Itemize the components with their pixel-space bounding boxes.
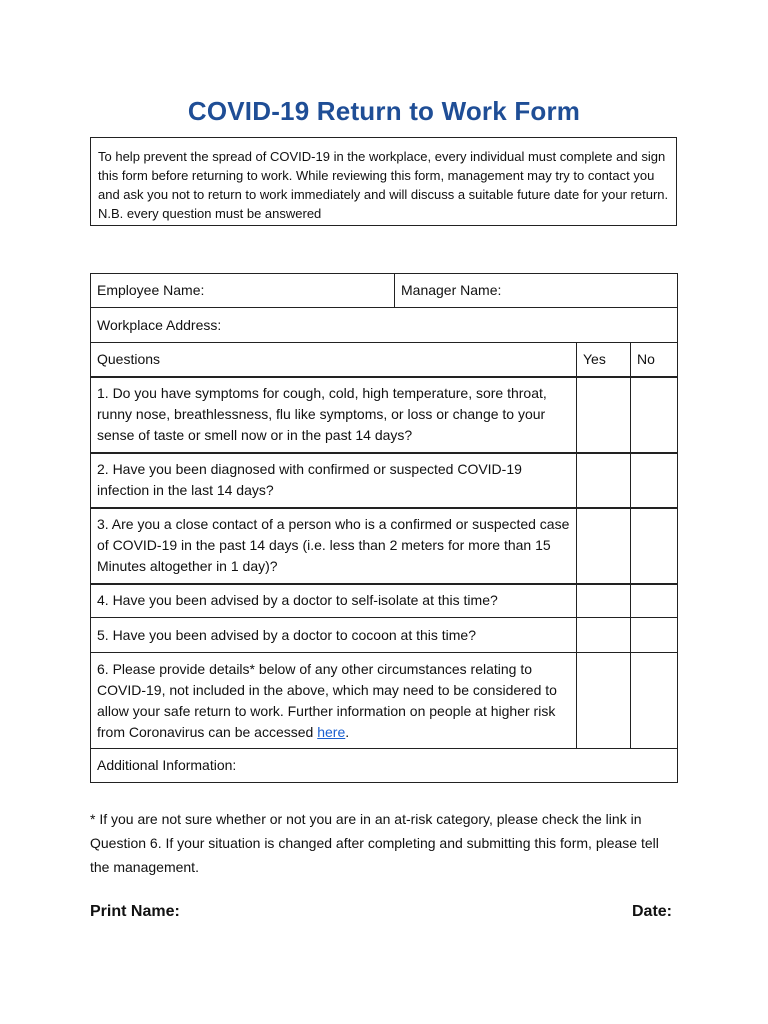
footnote: * If you are not sure whether or not you are in an at-risk category, please check the link in Question 6. If your situation is changed after completing and submitting this form, please tell the management. — [90, 811, 659, 875]
manager-name-field[interactable] — [395, 274, 678, 308]
here-link[interactable]: here — [317, 723, 346, 740]
question-row-4 — [91, 584, 678, 618]
no-header: No — [631, 343, 678, 377]
question-3-text: 3. Are you a close contact of a person who is a confirmed or suspected case of COVID-19 in the past 14 days (i.e. less than 2 meters for more than 15 Minutes altogether in 1 day)? — [91, 508, 577, 584]
page-title: COVID-19 Return to Work Form — [187, 96, 581, 126]
question-6-no-cell[interactable] — [631, 653, 678, 749]
question-1-no-cell[interactable] — [631, 377, 678, 453]
header-row — [91, 343, 678, 377]
question-row-2 — [91, 453, 678, 508]
question-row-1 — [91, 377, 678, 453]
additional-info-label: Additional Information: — [97, 757, 237, 773]
question-6-body: 6. Please provide details* below of any other circumstances relating to COVID-19, not included in the above, which may need to be considered to allow your safe return to work. Further information on people at higher risk from Coronavirus can be accessed — [97, 660, 557, 740]
question-row-3 — [91, 508, 678, 584]
question-6-text — [91, 653, 577, 749]
question-3-yes-cell[interactable] — [577, 508, 631, 584]
manager-name-label: Manager Name: — [401, 282, 502, 298]
question-2-text: 2. Have you been diagnosed with confirmed or suspected COVID-19 infection in the last 14 days? — [91, 453, 577, 508]
question-6-period: . — [345, 723, 350, 740]
workplace-address-field[interactable] — [91, 308, 678, 343]
additional-info-row — [91, 749, 678, 783]
names-row — [91, 274, 678, 308]
employee-name-label: Employee Name: — [97, 282, 205, 298]
workplace-address-label: Workplace Address: — [97, 316, 222, 333]
question-2-no-cell[interactable] — [631, 453, 678, 508]
question-5-no-cell[interactable] — [631, 618, 678, 653]
question-3-no-cell[interactable] — [631, 508, 678, 584]
date-label: Date: — [632, 903, 673, 920]
question-4-text: 4. Have you been advised by a doctor to self-isolate at this time? — [91, 584, 577, 618]
question-2-yes-cell[interactable] — [577, 453, 631, 508]
question-5-yes-cell[interactable] — [577, 618, 631, 653]
question-1-text: 1. Do you have symptoms for cough, cold, high temperature, sore throat, runny nose, breathlessness, flu like symptoms, or loss or change to your sense of taste or smell now or in the past 14 days? — [91, 377, 577, 453]
questions-header: Questions — [91, 343, 577, 377]
question-4-no-cell[interactable] — [631, 584, 678, 618]
address-row — [91, 308, 678, 343]
question-6-yes-cell[interactable] — [577, 653, 631, 749]
additional-info-field[interactable] — [91, 749, 678, 783]
employee-name-field[interactable] — [91, 274, 395, 308]
questionnaire-table — [90, 273, 678, 783]
yes-header: Yes — [577, 343, 631, 377]
question-5-text: 5. Have you been advised by a doctor to cocoon at this time? — [91, 618, 577, 653]
question-4-yes-cell[interactable] — [577, 584, 631, 618]
print-name-label: Print Name: — [90, 903, 180, 920]
question-row-6 — [91, 653, 678, 749]
intro-box: To help prevent the spread of COVID-19 in the workplace, every individual must complete and sign this form before returning to work. While reviewing this form, management may try to contact you and ask you not to return to work immediately and will discuss a suitable future date for your return. N.B. every question must be answered — [90, 137, 677, 226]
question-row-5 — [91, 618, 678, 653]
question-1-yes-cell[interactable] — [577, 377, 631, 453]
